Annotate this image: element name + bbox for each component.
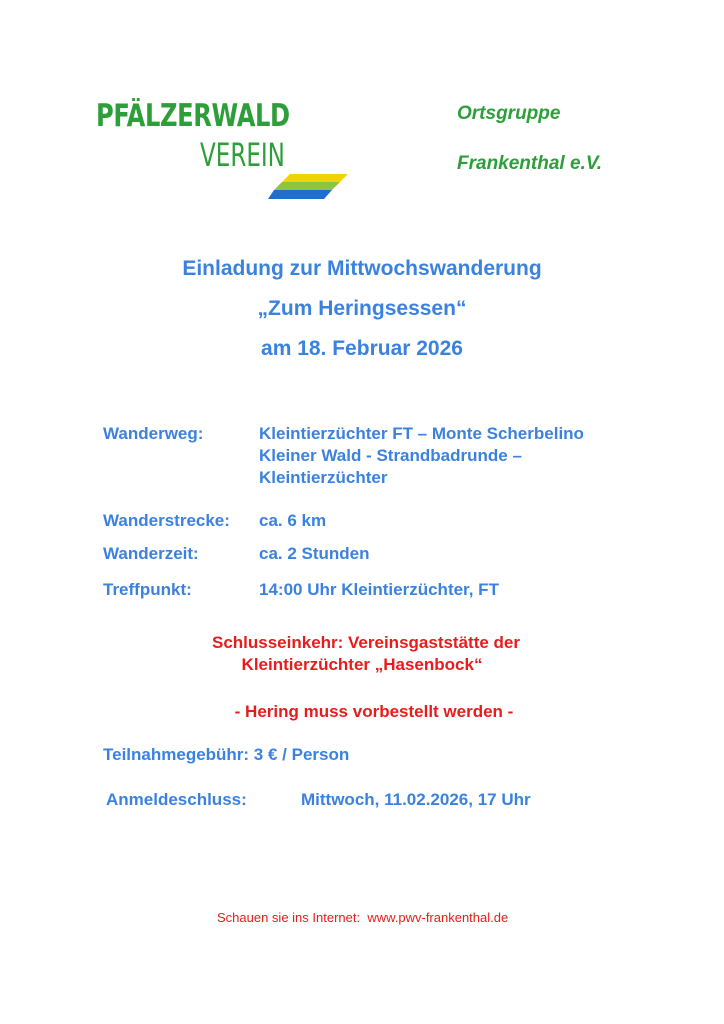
einkehr-line-1: Schlusseinkehr: Vereinsgaststätte der xyxy=(211,633,521,652)
treffpunkt-value: 14:00 Uhr Kleintierzüchter, FT xyxy=(259,580,499,599)
hering-notice: - Hering muss vorbestellt werden - xyxy=(234,702,514,721)
logo-text-verein: VEREIN xyxy=(200,136,285,174)
wanderweg-value-line-2: Kleiner Wald - Strandbadrunde – xyxy=(259,446,522,465)
wanderstrecke-label: Wanderstrecke: xyxy=(103,511,230,530)
logo-text-pfaelzerwald: PFÄLZERWALD xyxy=(96,98,290,134)
title-line-3: am 18. Februar 2026 xyxy=(261,337,463,360)
pwv-logo xyxy=(96,98,348,208)
org-line-frankenthal: Frankenthal e.V. xyxy=(457,153,603,174)
anmeldeschluss-label: Anmeldeschluss: xyxy=(106,790,247,809)
wanderzeit-label: Wanderzeit: xyxy=(103,544,199,563)
wanderstrecke-value: ca. 6 km xyxy=(259,511,327,530)
wanderweg-value-line-1: Kleintierzüchter FT – Monte Scherbelino xyxy=(259,424,584,443)
wanderweg-value-line-3: Kleintierzüchter xyxy=(259,468,388,487)
treffpunkt-label: Treffpunkt: xyxy=(103,580,192,599)
title-line-1: Einladung zur Mittwochswanderung xyxy=(182,257,542,280)
footer-website-note: Schauen sie ins Internet: www.pwv-frankenthal.de xyxy=(217,910,509,925)
wanderweg-label: Wanderweg: xyxy=(103,424,204,443)
logo-stripes-icon xyxy=(268,174,348,204)
wanderzeit-value: ca. 2 Stunden xyxy=(259,544,370,563)
einkehr-line-2: Kleintierzüchter „Hasenbock“ xyxy=(241,655,483,674)
teilnahmegebuehr: Teilnahmegebühr: 3 € / Person xyxy=(103,745,350,764)
anmeldeschluss-value: Mittwoch, 11.02.2026, 17 Uhr xyxy=(301,790,531,809)
title-line-2: „Zum Heringsessen“ xyxy=(257,297,467,320)
org-line-ortsgruppe: Ortsgruppe xyxy=(457,103,561,124)
